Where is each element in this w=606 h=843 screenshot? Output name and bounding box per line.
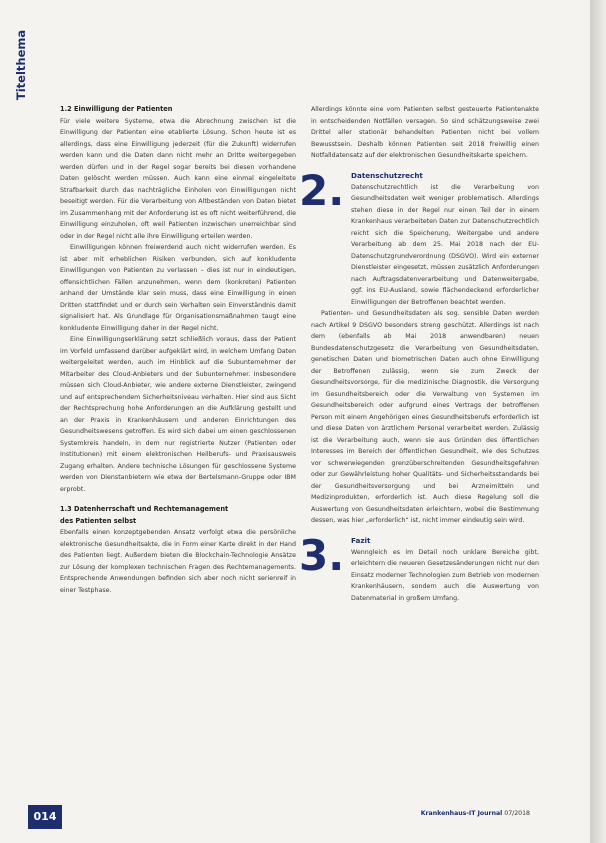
journal-name: Krankenhaus-IT Journal: [420, 810, 503, 817]
section-title: Datenschutzrecht: [351, 170, 423, 180]
section-number: 2.: [299, 165, 345, 215]
heading-1-3-sub: des Patienten selbst: [60, 516, 137, 525]
footer: [421, 810, 530, 817]
paragraph: Ebenfalls einen konzeptgebenden Ansatz verfolgt etwa die persönliche elektronische Gesundheitsakte, die in Form einer Karte direkt in der Hand des Patienten liegt. Außerdem bieten die Blockchain-Technologie Ansätze zur Lösung der komplexen technischen Fragen des Rechtemanagements. Entsprechende Anwendungen befinden sich aber noch nicht serienreif in einer Testphase.: [60, 529, 296, 594]
section-title: Fazit: [351, 535, 371, 545]
section-3: [299, 530, 539, 605]
heading-1-2: 1.2 Einwilligung der Patienten: [60, 105, 173, 113]
paragraph: Patienten- und Gesundheitsdaten als sog. sensible Daten werden nach Artikel 9 DSGVO besonders streng geschützt. Allerdings ist nach dem (ebenfalls ab Mai 2018 anwendbaren) neuen Bundesdatenschutzgesetz die Verarbeitung von Gesundheitsdaten, genetischen Daten und biometrischen Daten auch ohne Einwilligung der Betroffenen zulässig, wenn sie zum Zweck der Gesundheitsvorsorge, für die medizinische Diagnostik, die Versorgung im Gesundheitsbereich oder die Verwaltung von Systemen im Gesundheitsbereich oder aufgrund eines Vertrags der betroffenen Person mit einem Angehörigen eines Gesundheitsberufs erforderlich ist und diese Daten von ärztlichem Personal verarbeitet werden. Zulässig ist die Verarbeitung auch, wenn sie aus Gründen des öffentlichen Interesses im Bereich der öffentlichen Gesundheit, wie des Schutzes vor schwerwiegenden grenzüberschreitenden Gesundheitsgefahren oder zur Gewährleistung hoher Qualitäts- und Sicherheitsstandards bei der Gesundheitsversorgung und bei Arzneimitteln und Medizinprodukten, erforderlich ist. Auch diese Regelung soll die Auswertung von Gesundheitsdaten erleichtern, wobei die Bestimmung dessen, was hier „erforderlich“ ist, nicht immer eindeutig sein wird.: [311, 310, 539, 524]
paragraph: Eine Einwilligungserklärung setzt schließlich voraus, dass der Patient im Vorfeld umfassend darüber aufgeklärt wird, in welchem Umfang Daten weitergeleitet werden, auch im Hinblick auf die Subunternehmer der Mitarbeiter des Cloud-Anbieters und der Subunternehmer. Insbesondere müssen sich Cloud-Anbieter, wie andere externe Dienstleister, zwingend und auf entsprechendem Sicherheitsniveau verhalten. Hier sind aus Sicht der Rechtsprechung hohe Anforderungen an die Aufklärung gestellt und an der Praxis in Krankenhäusern und anderen Einrichtungen des Gesundheitswesens getroffen. Es wird sich dabei um einen geschlossenen Systemkreis handeln, in dem nur registrierte Nutzer (Patienten oder Institutionen) mit einem elektronischen Heilberufs- und Praxisausweis Zugang erhalten. Andere technische Lösungen für geschlossene Systeme werden von Dienstanbietern wie etwa der Bertelsmann-Gruppe oder IBM erprobt.: [60, 336, 296, 493]
paragraph: Datenschutzrechtlich ist die Verarbeitung von Gesundheitsdaten weit weniger problematisch. Allerdings stehen diese in der Regel nur einen Teil der in einem Krankenhaus verarbeiteten Daten zur Datenschutzrechtlich reicht sich die Speicherung, Weitergabe und andere Verarbeitung ab dem 25. Mai 2018 nach der EU-Datenschutzgrundverordnung (DSGVO). Wird ein externer Dienstleister eingesetzt, müssen zusätzlich Anforderungen nach Auftragsdatenverarbeitung und Datenweitergabe, ggf. ins EU-Ausland, sowie flächendeckend erforderlicher Einwilligungen der Betroffenen beachtet werden.: [351, 183, 539, 306]
paragraph: Allerdings könnte eine vom Patienten selbst gesteuerte Patientenakte in entscheidenden Notfällen versagen. So sind schätzungsweise zwei Drittel aller stationär behandelten Patienten nicht bei vollem Bewusstsein. Deshalb können Patienten seit 2018 freiwillig einen Notfalldatensatz auf der elektronischen Gesundheitskarte speichern.: [311, 106, 539, 159]
adjacent-page-edge: [590, 0, 606, 843]
section-label: Titelthema: [14, 29, 28, 101]
right-column: [299, 104, 539, 604]
section-number: 3.: [299, 530, 345, 580]
paragraph: Für viele weitere Systeme, etwa die Abrechnung zwischen ist die Einwilligung der Patienten eine etablierte Lösung. Schon heute ist es allerdings, dass eine Einwilligung jederzeit (für die Zukunft) widerrufen werden kann und die Daten dann nicht mehr an Dritte weitergegeben werden dürfen und in der Regel sogar bereits bei diesen vorhandene Daten gelöscht werden müssen. Auch kann eine einmal eingeleitete Strafbarkeit durch das nachträgliche Einholen von Einwilligungen nicht beseitigt werden. Für die Verarbeitung von Altbeständen von Daten bietet im Zusammenhang mit der Anforderung ist es oft nicht weiterführend, die Einwilligung einzuholen, oft weil Patienten inzwischen unerreichbar sind oder in der Regel nicht alle ihre Einwilligung erteilen werden.: [60, 117, 296, 240]
section-2: [299, 165, 539, 527]
paragraph: Wenngleich es im Detail noch unklare Bereiche gibt, erleichtern die neueren Gesetzesänderungen nicht nur den Einsatz moderner Technologien zum Betrieb von modernen Krankenhäusern, sondern auch die Auswertung von Datenmaterial in großem Umfang.: [351, 548, 539, 602]
journal-issue: 07/2018: [504, 810, 530, 817]
heading-1-3: 1.3 Datenherrschaft und Rechtemanagement: [60, 505, 229, 513]
paragraph: Einwilligungen können freiwerdend auch nicht widerrufen werden. Es ist aber mit erheblichen Risiken verbunden, sich auf konkludente Einwilligungen von Patienten zu verlassen – dies ist nur in eindeutigen, offensichtlichen Fällen anzunehmen, wenn dem (konkreten) Patienten anhand der Umstände klar sein muss, dass eine Einwilligung in einen Dritten stattfindet und er durch sein Verhalten sein Einverständnis damit signalisiert hat. Als Grundlage für Organisationsmaßnahmen taugt eine konkludente Einwilligung daher in der Regel nicht.: [60, 244, 296, 332]
left-column: [60, 104, 296, 596]
page-number: 014: [28, 805, 62, 829]
